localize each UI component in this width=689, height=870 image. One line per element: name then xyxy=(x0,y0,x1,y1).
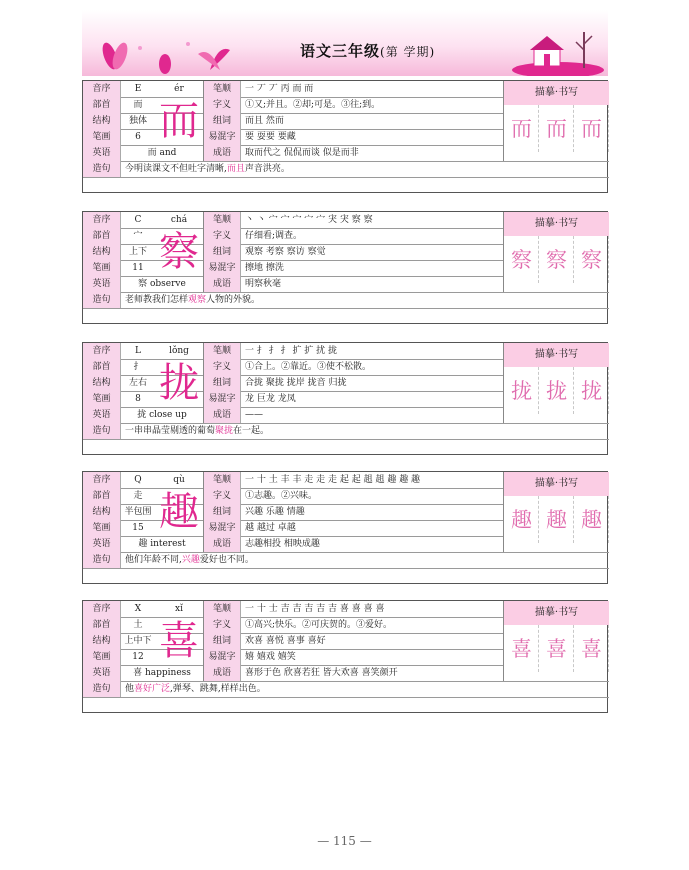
big-character: 拢 xyxy=(159,360,199,406)
info-row-sentence xyxy=(83,292,609,308)
trace-character: 拢 xyxy=(581,379,602,403)
row-divider xyxy=(83,439,609,440)
practice-label: 描摹·书写 xyxy=(504,81,609,105)
practice-box xyxy=(503,81,609,161)
sentence-highlight: 兴趣 xyxy=(181,555,200,565)
radical-label: 部首 xyxy=(83,359,121,375)
sentence-value xyxy=(125,423,269,439)
strokes-label: 笔画 xyxy=(83,649,121,665)
idiom-label: 成语 xyxy=(203,536,241,552)
info-row-stroke-order xyxy=(83,81,503,97)
words-label: 组词 xyxy=(203,504,241,520)
page-header xyxy=(82,10,608,76)
practice-box xyxy=(503,212,609,292)
meaning-value: 仔细看;调查。 xyxy=(245,231,303,241)
radical-label: 部首 xyxy=(83,228,121,244)
practice-cell xyxy=(539,625,574,672)
character-card xyxy=(82,80,608,193)
practice-label: 描摹·书写 xyxy=(504,601,609,625)
confusable-label: 易混字 xyxy=(203,649,241,665)
practice-box xyxy=(503,601,609,681)
strokes-label: 笔画 xyxy=(83,129,121,145)
meaning-value: ①又;并且。②却;可是。③往;到。 xyxy=(245,100,381,110)
sentence-post: 在一起。 xyxy=(233,426,270,436)
practice-cells xyxy=(504,625,609,672)
confusable-value: 龙 巨龙 龙凤 xyxy=(245,394,296,404)
trace-character: 察 xyxy=(581,248,602,272)
sentence-pre: 老师教我们怎样 xyxy=(125,295,189,305)
stroke-order-value: 丶 丶 宀 宀 宀 宀 宀 宊 宊 察 察 xyxy=(245,215,373,225)
order-value: E xyxy=(134,84,142,94)
meaning-value: ①高兴;快乐。②可庆贺的。③爱好。 xyxy=(245,620,393,630)
info-row-confusable xyxy=(83,391,503,407)
order-value: L xyxy=(135,346,141,356)
row-divider xyxy=(83,308,609,309)
info-row-sentence xyxy=(83,161,609,177)
meaning-label: 字义 xyxy=(203,617,241,633)
confusable-label: 易混字 xyxy=(203,391,241,407)
radical-value: 扌 xyxy=(133,362,143,372)
practice-cell xyxy=(574,367,609,414)
strokes-value: 11 xyxy=(132,263,144,273)
stroke-order-label: 笔顺 xyxy=(203,343,241,359)
stroke-order-value: 一 十 士 吉 吉 吉 吉 吉 喜 喜 喜 喜 xyxy=(245,604,385,614)
practice-label: 描摹·书写 xyxy=(504,212,609,236)
info-row-sentence xyxy=(83,681,609,697)
sentence-label: 造句 xyxy=(83,161,121,177)
stroke-order-label: 笔顺 xyxy=(203,472,241,488)
order-label: 音序 xyxy=(83,472,121,488)
big-character: 趣 xyxy=(159,489,199,535)
pinyin: qù xyxy=(173,475,185,485)
trace-character: 趣 xyxy=(511,508,532,532)
practice-cell xyxy=(539,236,574,283)
meaning-value: ①合上。②靠近。③使不松散。 xyxy=(245,362,372,372)
sentence-pre: 他们年龄不同, xyxy=(125,555,182,565)
house-decoration xyxy=(512,24,604,76)
character-card xyxy=(82,211,608,324)
row-divider xyxy=(83,568,609,569)
sentence-highlight: 观察 xyxy=(188,295,207,305)
stroke-order-label: 笔顺 xyxy=(203,212,241,228)
info-row-meaning xyxy=(83,228,503,244)
sentence-post: 声音洪亮。 xyxy=(244,164,290,174)
practice-cells xyxy=(504,105,609,152)
idiom-label: 成语 xyxy=(203,665,241,681)
row-divider xyxy=(83,697,609,698)
info-row-sentence xyxy=(83,552,609,568)
confusable-label: 易混字 xyxy=(203,129,241,145)
confusable-label: 易混字 xyxy=(203,260,241,276)
structure-label: 结构 xyxy=(83,504,121,520)
trace-character: 察 xyxy=(546,248,567,272)
practice-cell xyxy=(574,625,609,672)
info-row-confusable xyxy=(83,520,503,536)
order-label: 音序 xyxy=(83,601,121,617)
order-value: X xyxy=(134,604,142,614)
confusable-value: 要 耍要 要藏 xyxy=(245,132,296,142)
practice-cell xyxy=(539,496,574,543)
info-row-words xyxy=(83,633,503,649)
radical-value: 宀 xyxy=(133,231,143,241)
practice-cell xyxy=(539,367,574,414)
trace-character: 而 xyxy=(546,117,567,141)
character-card xyxy=(82,471,608,584)
words-value: 而且 然而 xyxy=(245,116,284,126)
info-row-words xyxy=(83,113,503,129)
idiom-label: 成语 xyxy=(203,407,241,423)
english-label: 英语 xyxy=(83,407,121,423)
confusable-label: 易混字 xyxy=(203,520,241,536)
confusable-value: 越 越过 卓越 xyxy=(245,523,296,533)
sentence-pre: 今明读课文不但吐字清晰, xyxy=(125,164,227,174)
trace-character: 喜 xyxy=(581,637,602,661)
practice-label: 描摹·书写 xyxy=(504,472,609,496)
structure-label: 结构 xyxy=(83,375,121,391)
idiom-value: 取而代之 侃侃而谈 似是而非 xyxy=(245,148,359,158)
english-label: 英语 xyxy=(83,536,121,552)
strokes-value: 6 xyxy=(135,132,141,142)
strokes-label: 笔画 xyxy=(83,260,121,276)
practice-cell xyxy=(504,105,539,152)
structure-label: 结构 xyxy=(83,113,121,129)
pinyin: xǐ xyxy=(175,604,183,614)
practice-label: 描摹·书写 xyxy=(504,343,609,367)
stroke-order-label: 笔顺 xyxy=(203,601,241,617)
stroke-order-value: 一 十 土 丰 丰 走 走 走 起 起 趄 趄 趣 趣 趣 xyxy=(245,475,421,485)
words-value: 欢喜 喜悦 喜事 喜好 xyxy=(245,636,326,646)
info-row-meaning xyxy=(83,617,503,633)
english-label: 英语 xyxy=(83,276,121,292)
info-row-stroke-order xyxy=(83,472,503,488)
sentence-value xyxy=(125,292,260,308)
info-row-words xyxy=(83,244,503,260)
info-row-stroke-order xyxy=(83,601,503,617)
order-value: Q xyxy=(134,475,142,485)
practice-cells xyxy=(504,236,609,283)
idiom-value: —— xyxy=(245,410,263,420)
strokes-label: 笔画 xyxy=(83,520,121,536)
words-value: 兴趣 乐趣 情趣 xyxy=(245,507,305,517)
big-character: 察 xyxy=(159,229,199,275)
trace-character: 察 xyxy=(511,248,532,272)
sentence-label: 造句 xyxy=(83,423,121,439)
structure-value: 左右 xyxy=(128,378,147,388)
radical-label: 部首 xyxy=(83,488,121,504)
sentence-pre: 一串串晶莹剔透的葡萄 xyxy=(125,426,216,436)
structure-value: 上下 xyxy=(128,247,147,257)
sentence-value xyxy=(125,681,266,697)
trace-character: 而 xyxy=(511,117,532,141)
stroke-order-value: 一 丆 丆 丙 而 而 xyxy=(245,84,314,94)
words-value: 合拢 聚拢 拢岸 拢音 归拢 xyxy=(245,378,347,388)
sentence-post: 爱好也不同。 xyxy=(199,555,254,565)
strokes-label: 笔画 xyxy=(83,391,121,407)
practice-cells xyxy=(504,367,609,414)
practice-cell xyxy=(504,367,539,414)
character-card xyxy=(82,600,608,713)
english-value: 喜 happiness xyxy=(133,668,191,678)
english-value: 而 and xyxy=(147,148,177,158)
sentence-value xyxy=(125,161,290,177)
sentence-highlight: 聚拢 xyxy=(215,426,234,436)
trace-character: 拢 xyxy=(511,379,532,403)
big-character: 喜 xyxy=(159,618,199,664)
big-character: 而 xyxy=(159,98,199,144)
practice-cell xyxy=(574,105,609,152)
page-title: 语文三年级(第 学期) xyxy=(300,42,436,60)
sentence-label: 造句 xyxy=(83,552,121,568)
trace-character: 趣 xyxy=(546,508,567,532)
structure-value: 独体 xyxy=(128,116,147,126)
english-label: 英语 xyxy=(83,665,121,681)
meaning-label: 字义 xyxy=(203,359,241,375)
practice-cell xyxy=(574,496,609,543)
sentence-label: 造句 xyxy=(83,681,121,697)
info-row-stroke-order xyxy=(83,212,503,228)
radical-label: 部首 xyxy=(83,97,121,113)
english-value: 察 observe xyxy=(138,279,186,289)
english-value: 趣 interest xyxy=(138,539,186,549)
idiom-label: 成语 xyxy=(203,276,241,292)
words-value: 观察 考察 察访 察觉 xyxy=(245,247,326,257)
trace-character: 喜 xyxy=(511,637,532,661)
strokes-value: 12 xyxy=(132,652,144,662)
character-card xyxy=(82,342,608,455)
radical-value: 走 xyxy=(133,491,143,501)
sentence-pre: 他 xyxy=(125,684,135,694)
english-label: 英语 xyxy=(83,145,121,161)
order-label: 音序 xyxy=(83,212,121,228)
pinyin: lǒng xyxy=(169,346,189,356)
info-row-meaning xyxy=(83,97,503,113)
idiom-label: 成语 xyxy=(203,145,241,161)
info-row-sentence xyxy=(83,423,609,439)
sentence-label: 造句 xyxy=(83,292,121,308)
info-row-meaning xyxy=(83,359,503,375)
words-label: 组词 xyxy=(203,633,241,649)
idiom-value: 喜形于色 欣喜若狂 皆大欢喜 喜笑颜开 xyxy=(245,668,398,678)
trace-character: 趣 xyxy=(581,508,602,532)
practice-cell xyxy=(539,105,574,152)
idiom-value: 明察秋毫 xyxy=(245,279,282,289)
butterfly-decoration xyxy=(90,34,240,74)
strokes-value: 8 xyxy=(135,394,141,404)
strokes-value: 15 xyxy=(132,523,144,533)
practice-box xyxy=(503,343,609,423)
structure-label: 结构 xyxy=(83,244,121,260)
radical-value: 土 xyxy=(133,620,143,630)
order-value: C xyxy=(134,215,142,225)
info-row-meaning xyxy=(83,488,503,504)
structure-value: 上中下 xyxy=(124,636,152,646)
practice-box xyxy=(503,472,609,552)
meaning-label: 字义 xyxy=(203,488,241,504)
english-value: 拢 close up xyxy=(137,410,187,420)
words-label: 组词 xyxy=(203,375,241,391)
stroke-order-value: 一 扌 扌 扌 扩 扩 扰 拢 xyxy=(245,346,338,356)
sentence-highlight: 喜好广泛 xyxy=(134,684,171,694)
pinyin: chá xyxy=(170,215,188,225)
practice-cell xyxy=(504,496,539,543)
row-divider xyxy=(83,177,609,178)
confusable-value: 擦地 擦洗 xyxy=(245,263,284,273)
pinyin: ér xyxy=(174,84,184,94)
sentence-highlight: 而且 xyxy=(226,164,245,174)
trace-character: 拢 xyxy=(546,379,567,403)
info-row-stroke-order xyxy=(83,343,503,359)
info-row-words xyxy=(83,504,503,520)
radical-label: 部首 xyxy=(83,617,121,633)
order-label: 音序 xyxy=(83,343,121,359)
sentence-post: 人物的外貌。 xyxy=(206,295,261,305)
stroke-order-label: 笔顺 xyxy=(203,81,241,97)
info-row-confusable xyxy=(83,260,503,276)
practice-cells xyxy=(504,496,609,543)
practice-cell xyxy=(504,236,539,283)
meaning-label: 字义 xyxy=(203,228,241,244)
practice-cell xyxy=(574,236,609,283)
words-label: 组词 xyxy=(203,244,241,260)
trace-character: 而 xyxy=(581,117,602,141)
page-number: — 115 — xyxy=(317,834,372,848)
structure-value: 半包围 xyxy=(124,507,152,517)
info-row-confusable xyxy=(83,649,503,665)
info-row-confusable xyxy=(83,129,503,145)
order-label: 音序 xyxy=(83,81,121,97)
meaning-value: ①志趣。②兴味。 xyxy=(245,491,318,501)
info-row-words xyxy=(83,375,503,391)
sentence-post: ,弹琴、跳舞,样样出色。 xyxy=(170,684,266,694)
trace-character: 喜 xyxy=(546,637,567,661)
meaning-label: 字义 xyxy=(203,97,241,113)
sentence-value xyxy=(125,552,254,568)
confusable-value: 嬉 嬉戏 嬉笑 xyxy=(245,652,296,662)
idiom-value: 志趣相投 相映成趣 xyxy=(245,539,320,549)
structure-label: 结构 xyxy=(83,633,121,649)
words-label: 组词 xyxy=(203,113,241,129)
radical-value: 而 xyxy=(133,100,143,110)
practice-cell xyxy=(504,625,539,672)
